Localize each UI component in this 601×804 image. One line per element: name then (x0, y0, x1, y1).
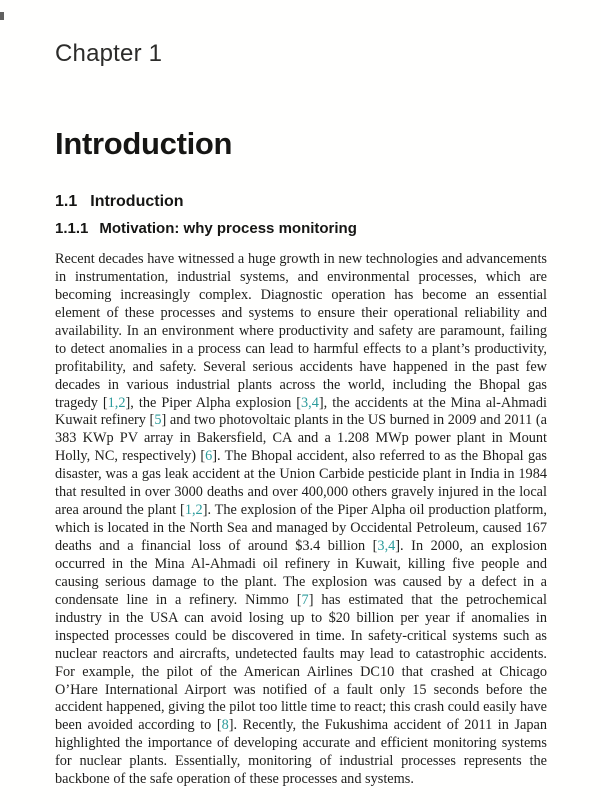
section-heading-1-1-1 (55, 221, 547, 237)
body-text-run: ]. In 2000, an explosion occurred in the Mina Al-Ahmadi oil refinery in Kuwait, killing five people and causing serious damage to the plant. The explosion was caused by a defect in a condensate line in a refinery. Nimmo [ (55, 538, 547, 608)
body-text-run: ], the accidents at the Mina al-Ahmadi Kuwait refinery [ (55, 394, 547, 429)
body-text-run: ], the Piper Alpha explosion [ (125, 394, 302, 411)
citation-link[interactable]: 3,4 (301, 394, 319, 411)
section-number: 1.1 (55, 193, 78, 210)
body-paragraph (55, 251, 547, 789)
subsection-number: 1.1.1 (55, 220, 89, 237)
body-text-run: ] and two photovoltaic plants in the US burned in 2009 and 2011 (a 383 KWp PV array in Bakersfield, CA and a 1.208 MWp power plant in Mount Holly, NC, respectively) [ (55, 412, 547, 465)
chapter-label: Chapter 1 (55, 40, 163, 67)
citation-link[interactable]: 6 (205, 448, 213, 465)
scan-artifact (0, 12, 4, 20)
page-content (55, 0, 547, 789)
section-title: Introduction (90, 193, 184, 210)
body-text-run: Recent decades have witnessed a huge growth in new technologies and advancements in instrumentation, industrial systems, and environmental processes, which are becoming increasingly complex. Diagnostic operation has become an essential element of these processes and systems to ensure their operational reliability and availability. In an environment where productivity and safety are paramount, failing to detect anomalies in a process can lead to harmful effects to a plant’s productivity, profitability, and safety. Several serious accidents have happened in the past few decades in various industrial plants across the world, including the Bhopal gas tragedy [ (55, 251, 547, 411)
citation-link[interactable]: 1,2 (107, 394, 126, 411)
citation-link[interactable]: 8 (221, 717, 229, 734)
body-text-run: ]. The explosion of the Piper Alpha oil production platform, which is located in the North Sea and managed by Occidental Petroleum, caused 167 deaths and a financial loss of around $3.4 billion [ (55, 502, 547, 554)
citation-link[interactable]: 1,2 (184, 502, 203, 519)
citation-link[interactable]: 7 (301, 591, 309, 608)
citation-link[interactable]: 3,4 (377, 538, 396, 554)
body-text-run: ]. Recently, the Fukushima accident of 2011 in Japan highlighted the importance of developing accurate and efficient monitoring systems for nuclear plants. Essentially, monitoring of industrial processes represents the backbone of the safe operation of these processes and systems. (55, 717, 548, 788)
subsection-title: Motivation: why process monitoring (99, 220, 357, 237)
body-text-run: ] has estimated that the petrochemical industry in the USA can avoid losing up to $20 billion per year if anomalies in inspected processes could be discovered in time. In safety-critical systems such as nuclear reactors and aircrafts, undetected faults may lead to catastrophic accidents. For example, the pilot of the American Airlines DC10 that crashed at Chicago O’Hare International Airport was notified of a fault only 15 seconds before the accident happened, giving the pilot too little time to react; this crash could easily have been avoided according to [ (55, 591, 548, 734)
body-text-run: ]. The Bhopal accident, also referred to as the Bhopal gas disaster, was a gas leak accident at the Union Carbide pesticide plant in India in 1984 that resulted in over 3000 deaths and over 400,000 others gravely injured in the local area around the plant [ (55, 448, 547, 519)
citation-link[interactable]: 5 (154, 412, 162, 429)
section-heading-1-1 (55, 193, 547, 210)
chapter-title: Introduction (55, 126, 233, 161)
